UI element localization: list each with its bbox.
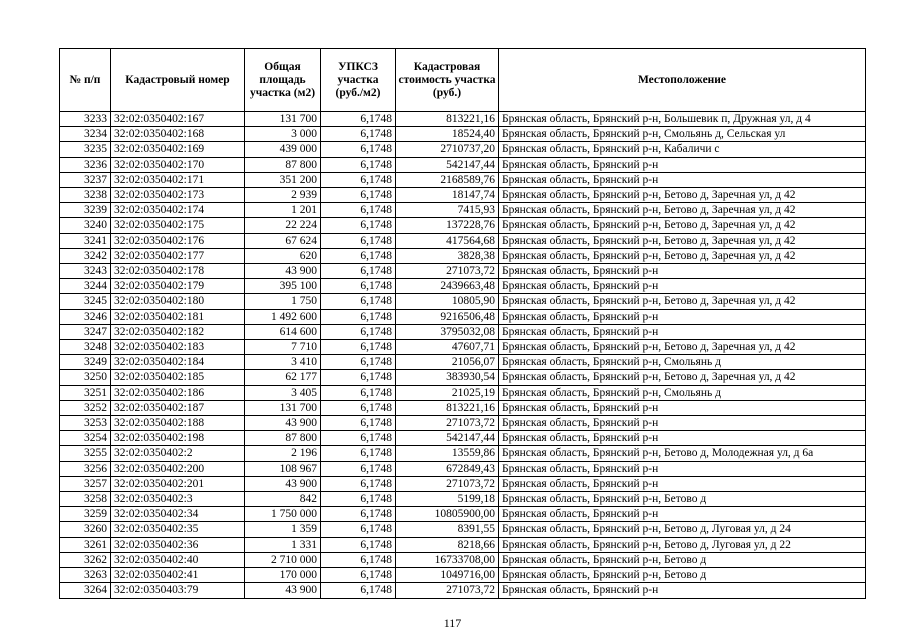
cell-row-number: 3250: [60, 370, 111, 385]
cell-cadastral-cost: 271073,72: [396, 583, 499, 598]
cell-row-number: 3259: [60, 507, 111, 522]
cell-cadastral-number: 32:02:0350403:79: [111, 583, 245, 598]
table-row: [60, 370, 866, 385]
cell-upksz: 6,1748: [321, 492, 396, 507]
cell-location: Брянская область, Брянский р-н: [499, 400, 866, 415]
cell-area: 2 196: [245, 446, 321, 461]
cell-area: 67 624: [245, 233, 321, 248]
cell-area: 43 900: [245, 583, 321, 598]
cell-upksz: 6,1748: [321, 309, 396, 324]
cell-upksz: 6,1748: [321, 416, 396, 431]
header-cadastral-number: Кадастровый номер: [111, 49, 245, 112]
cell-area: 3 405: [245, 385, 321, 400]
cell-upksz: 6,1748: [321, 537, 396, 552]
cell-upksz: 6,1748: [321, 583, 396, 598]
cell-cadastral-cost: 3828,38: [396, 248, 499, 263]
table-row: [60, 203, 866, 218]
table-row: [60, 324, 866, 339]
cell-upksz: 6,1748: [321, 279, 396, 294]
cell-cadastral-cost: 13559,86: [396, 446, 499, 461]
cell-area: 170 000: [245, 568, 321, 583]
cell-location: Брянская область, Брянский р-н, Большевик п, Дружная ул, д 4: [499, 112, 866, 127]
cell-row-number: 3245: [60, 294, 111, 309]
cell-row-number: 3255: [60, 446, 111, 461]
cell-area: 1 750: [245, 294, 321, 309]
cell-upksz: 6,1748: [321, 461, 396, 476]
cell-upksz: 6,1748: [321, 340, 396, 355]
table-row: [60, 294, 866, 309]
header-upksz: УПКСЗ участка (руб./м2): [321, 49, 396, 112]
cell-cadastral-cost: 18524,40: [396, 127, 499, 142]
cell-upksz: 6,1748: [321, 248, 396, 263]
table-row: [60, 522, 866, 537]
cell-cadastral-number: 32:02:0350402:34: [111, 507, 245, 522]
cell-location: Брянская область, Брянский р-н: [499, 309, 866, 324]
cell-upksz: 6,1748: [321, 507, 396, 522]
table-row: [60, 492, 866, 507]
cell-cadastral-cost: 813221,16: [396, 400, 499, 415]
cell-cadastral-cost: 271073,72: [396, 416, 499, 431]
cell-location: Брянская область, Брянский р-н: [499, 157, 866, 172]
cell-location: Брянская область, Брянский р-н, Кабаличи с: [499, 142, 866, 157]
cell-cadastral-number: 32:02:0350402:169: [111, 142, 245, 157]
table-row: [60, 340, 866, 355]
cell-cadastral-number: 32:02:0350402:174: [111, 203, 245, 218]
cell-cadastral-cost: 7415,93: [396, 203, 499, 218]
header-cadastral-cost: Кадастровая стоимость участка (руб.): [396, 49, 499, 112]
cell-row-number: 3257: [60, 476, 111, 491]
cell-row-number: 3234: [60, 127, 111, 142]
cell-cadastral-number: 32:02:0350402:3: [111, 492, 245, 507]
table-row: [60, 127, 866, 142]
cell-cadastral-cost: 417564,68: [396, 233, 499, 248]
cell-upksz: 6,1748: [321, 476, 396, 491]
cell-row-number: 3251: [60, 385, 111, 400]
cell-upksz: 6,1748: [321, 385, 396, 400]
cell-cadastral-cost: 8391,55: [396, 522, 499, 537]
table-header-row: [60, 49, 866, 112]
cell-row-number: 3264: [60, 583, 111, 598]
cell-cadastral-cost: 18147,74: [396, 188, 499, 203]
cell-upksz: 6,1748: [321, 172, 396, 187]
page-number: 117: [443, 616, 462, 630]
cell-cadastral-cost: 16733708,00: [396, 552, 499, 567]
cell-cadastral-number: 32:02:0350402:201: [111, 476, 245, 491]
table-row: [60, 431, 866, 446]
table-row: [60, 385, 866, 400]
cell-area: 2 710 000: [245, 552, 321, 567]
table-row: [60, 188, 866, 203]
cell-area: 842: [245, 492, 321, 507]
cell-cadastral-number: 32:02:0350402:175: [111, 218, 245, 233]
table-row: [60, 568, 866, 583]
cell-cadastral-number: 32:02:0350402:181: [111, 309, 245, 324]
table-row: [60, 552, 866, 567]
table-row: [60, 264, 866, 279]
cell-cadastral-cost: 2168589,76: [396, 172, 499, 187]
cell-row-number: 3256: [60, 461, 111, 476]
cell-area: 1 750 000: [245, 507, 321, 522]
cell-cadastral-number: 32:02:0350402:182: [111, 324, 245, 339]
cell-row-number: 3235: [60, 142, 111, 157]
cell-cadastral-cost: 813221,16: [396, 112, 499, 127]
table-row: [60, 416, 866, 431]
cell-cadastral-cost: 137228,76: [396, 218, 499, 233]
cell-row-number: 3238: [60, 188, 111, 203]
cell-cadastral-cost: 9216506,48: [396, 309, 499, 324]
cell-cadastral-number: 32:02:0350402:167: [111, 112, 245, 127]
cell-area: 62 177: [245, 370, 321, 385]
cell-cadastral-cost: 5199,18: [396, 492, 499, 507]
cell-cadastral-number: 32:02:0350402:180: [111, 294, 245, 309]
cell-row-number: 3261: [60, 537, 111, 552]
cell-location: Брянская область, Брянский р-н, Бетово д: [499, 552, 866, 567]
header-area: Общая площадь участка (м2): [245, 49, 321, 112]
cell-area: 439 000: [245, 142, 321, 157]
cell-location: Брянская область, Брянский р-н, Смольянь д: [499, 355, 866, 370]
cell-cadastral-cost: 2439663,48: [396, 279, 499, 294]
cell-cadastral-number: 32:02:0350402:185: [111, 370, 245, 385]
cell-location: Брянская область, Брянский р-н, Смольянь д: [499, 385, 866, 400]
cell-location: Брянская область, Брянский р-н: [499, 507, 866, 522]
cell-cadastral-number: 32:02:0350402:176: [111, 233, 245, 248]
table-row: [60, 248, 866, 263]
cell-area: 620: [245, 248, 321, 263]
cell-upksz: 6,1748: [321, 157, 396, 172]
table-row: [60, 355, 866, 370]
cell-row-number: 3247: [60, 324, 111, 339]
cell-location: Брянская область, Брянский р-н: [499, 431, 866, 446]
cell-upksz: 6,1748: [321, 446, 396, 461]
cell-row-number: 3240: [60, 218, 111, 233]
cell-row-number: 3244: [60, 279, 111, 294]
cell-row-number: 3233: [60, 112, 111, 127]
cell-cadastral-number: 32:02:0350402:186: [111, 385, 245, 400]
table-row: [60, 233, 866, 248]
cell-area: 43 900: [245, 264, 321, 279]
cell-row-number: 3252: [60, 400, 111, 415]
cell-location: Брянская область, Брянский р-н, Смольянь д, Сельская ул: [499, 127, 866, 142]
table-row: [60, 400, 866, 415]
cell-row-number: 3262: [60, 552, 111, 567]
table-row: [60, 507, 866, 522]
cell-location: Брянская область, Брянский р-н, Бетово д, Молодежная ул, д 6а: [499, 446, 866, 461]
cell-row-number: 3253: [60, 416, 111, 431]
cell-location: Брянская область, Брянский р-н: [499, 264, 866, 279]
cell-cadastral-cost: 8218,66: [396, 537, 499, 552]
cell-cadastral-cost: 47607,71: [396, 340, 499, 355]
cell-upksz: 6,1748: [321, 233, 396, 248]
cell-cadastral-number: 32:02:0350402:2: [111, 446, 245, 461]
table-row: [60, 461, 866, 476]
cell-upksz: 6,1748: [321, 218, 396, 233]
cell-location: Брянская область, Брянский р-н, Бетово д: [499, 492, 866, 507]
cell-area: 395 100: [245, 279, 321, 294]
cell-cadastral-cost: 1049716,00: [396, 568, 499, 583]
cell-location: Брянская область, Брянский р-н, Бетово д, Заречная ул, д 42: [499, 203, 866, 218]
cell-area: 1 359: [245, 522, 321, 537]
cell-cadastral-number: 32:02:0350402:183: [111, 340, 245, 355]
table-body: [60, 112, 866, 599]
cell-area: 1 201: [245, 203, 321, 218]
cell-area: 87 800: [245, 157, 321, 172]
cell-row-number: 3236: [60, 157, 111, 172]
cell-area: 3 410: [245, 355, 321, 370]
cell-cadastral-number: 32:02:0350402:170: [111, 157, 245, 172]
cell-upksz: 6,1748: [321, 112, 396, 127]
cell-upksz: 6,1748: [321, 142, 396, 157]
cell-cadastral-number: 32:02:0350402:173: [111, 188, 245, 203]
cell-location: Брянская область, Брянский р-н: [499, 172, 866, 187]
cell-area: 1 492 600: [245, 309, 321, 324]
cell-area: 108 967: [245, 461, 321, 476]
cell-location: Брянская область, Брянский р-н: [499, 416, 866, 431]
cell-cadastral-number: 32:02:0350402:177: [111, 248, 245, 263]
cell-cadastral-cost: 3795032,08: [396, 324, 499, 339]
cell-row-number: 3248: [60, 340, 111, 355]
cell-area: 7 710: [245, 340, 321, 355]
table-row: [60, 112, 866, 127]
cell-upksz: 6,1748: [321, 264, 396, 279]
cell-cadastral-number: 32:02:0350402:187: [111, 400, 245, 415]
cell-cadastral-number: 32:02:0350402:200: [111, 461, 245, 476]
cell-cadastral-cost: 672849,43: [396, 461, 499, 476]
cell-cadastral-number: 32:02:0350402:198: [111, 431, 245, 446]
cell-location: Брянская область, Брянский р-н: [499, 476, 866, 491]
cell-upksz: 6,1748: [321, 431, 396, 446]
cell-row-number: 3260: [60, 522, 111, 537]
cell-location: Брянская область, Брянский р-н: [499, 583, 866, 598]
cell-cadastral-number: 32:02:0350402:41: [111, 568, 245, 583]
cell-upksz: 6,1748: [321, 370, 396, 385]
cell-area: 614 600: [245, 324, 321, 339]
cell-location: Брянская область, Брянский р-н, Бетово д: [499, 568, 866, 583]
cell-cadastral-cost: 383930,54: [396, 370, 499, 385]
cell-cadastral-number: 32:02:0350402:40: [111, 552, 245, 567]
table-row: [60, 537, 866, 552]
cell-cadastral-number: 32:02:0350402:179: [111, 279, 245, 294]
cell-cadastral-number: 32:02:0350402:168: [111, 127, 245, 142]
cell-cadastral-cost: 21025,19: [396, 385, 499, 400]
cell-location: Брянская область, Брянский р-н: [499, 324, 866, 339]
cell-cadastral-number: 32:02:0350402:188: [111, 416, 245, 431]
cell-area: 87 800: [245, 431, 321, 446]
cell-upksz: 6,1748: [321, 294, 396, 309]
cell-location: Брянская область, Брянский р-н: [499, 279, 866, 294]
cell-row-number: 3242: [60, 248, 111, 263]
cell-area: 43 900: [245, 476, 321, 491]
cell-cadastral-number: 32:02:0350402:35: [111, 522, 245, 537]
cell-upksz: 6,1748: [321, 188, 396, 203]
cell-area: 1 331: [245, 537, 321, 552]
cell-row-number: 3249: [60, 355, 111, 370]
cell-location: Брянская область, Брянский р-н, Бетово д, Заречная ул, д 42: [499, 294, 866, 309]
table-row: [60, 157, 866, 172]
cell-row-number: 3241: [60, 233, 111, 248]
cell-area: 351 200: [245, 172, 321, 187]
cell-cadastral-number: 32:02:0350402:178: [111, 264, 245, 279]
cell-location: Брянская область, Брянский р-н, Бетово д, Заречная ул, д 42: [499, 218, 866, 233]
cell-location: Брянская область, Брянский р-н, Бетово д, Заречная ул, д 42: [499, 248, 866, 263]
cell-row-number: 3263: [60, 568, 111, 583]
cell-cadastral-cost: 271073,72: [396, 264, 499, 279]
cell-upksz: 6,1748: [321, 355, 396, 370]
cell-cadastral-number: 32:02:0350402:36: [111, 537, 245, 552]
cell-row-number: 3246: [60, 309, 111, 324]
cadastral-table: [59, 48, 866, 599]
cell-cadastral-cost: 542147,44: [396, 157, 499, 172]
table-row: [60, 446, 866, 461]
cell-cadastral-cost: 2710737,20: [396, 142, 499, 157]
cell-location: Брянская область, Брянский р-н: [499, 461, 866, 476]
header-location: Местоположение: [499, 49, 866, 112]
cell-row-number: 3237: [60, 172, 111, 187]
cell-area: 131 700: [245, 112, 321, 127]
table-row: [60, 309, 866, 324]
cell-row-number: 3243: [60, 264, 111, 279]
cell-cadastral-number: 32:02:0350402:184: [111, 355, 245, 370]
cell-cadastral-cost: 21056,07: [396, 355, 499, 370]
cell-area: 131 700: [245, 400, 321, 415]
table-row: [60, 218, 866, 233]
cell-location: Брянская область, Брянский р-н, Бетово д, Луговая ул, д 22: [499, 537, 866, 552]
cell-area: 2 939: [245, 188, 321, 203]
cell-upksz: 6,1748: [321, 203, 396, 218]
cell-upksz: 6,1748: [321, 127, 396, 142]
cell-row-number: 3254: [60, 431, 111, 446]
cell-area: 22 224: [245, 218, 321, 233]
cell-location: Брянская область, Брянский р-н, Бетово д, Заречная ул, д 42: [499, 233, 866, 248]
cell-location: Брянская область, Брянский р-н, Бетово д, Заречная ул, д 42: [499, 340, 866, 355]
table-row: [60, 279, 866, 294]
cell-upksz: 6,1748: [321, 552, 396, 567]
cell-upksz: 6,1748: [321, 324, 396, 339]
cell-cadastral-cost: 542147,44: [396, 431, 499, 446]
cell-cadastral-cost: 10805900,00: [396, 507, 499, 522]
cell-location: Брянская область, Брянский р-н, Бетово д, Луговая ул, д 24: [499, 522, 866, 537]
table-row: [60, 583, 866, 598]
cell-cadastral-number: 32:02:0350402:171: [111, 172, 245, 187]
table-row: [60, 476, 866, 491]
cell-upksz: 6,1748: [321, 568, 396, 583]
header-num: № п/п: [60, 49, 111, 112]
cell-row-number: 3258: [60, 492, 111, 507]
cell-cadastral-cost: 271073,72: [396, 476, 499, 491]
cell-upksz: 6,1748: [321, 400, 396, 415]
cell-area: 3 000: [245, 127, 321, 142]
cell-upksz: 6,1748: [321, 522, 396, 537]
cell-location: Брянская область, Брянский р-н, Бетово д, Заречная ул, д 42: [499, 370, 866, 385]
cell-cadastral-cost: 10805,90: [396, 294, 499, 309]
cell-location: Брянская область, Брянский р-н, Бетово д, Заречная ул, д 42: [499, 188, 866, 203]
table-row: [60, 142, 866, 157]
cell-row-number: 3239: [60, 203, 111, 218]
table-row: [60, 172, 866, 187]
cell-area: 43 900: [245, 416, 321, 431]
